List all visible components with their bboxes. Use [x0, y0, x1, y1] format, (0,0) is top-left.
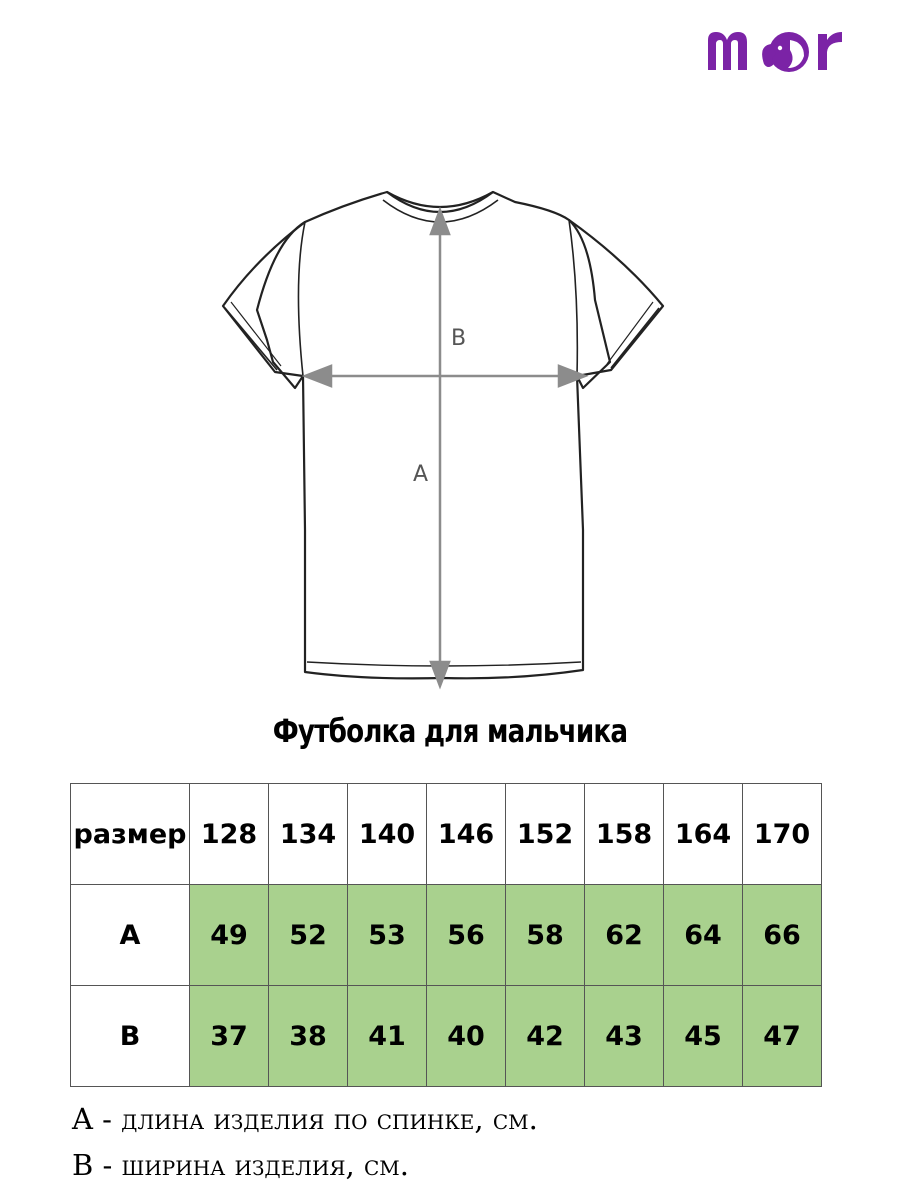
table-header-row — [71, 784, 822, 885]
size-cell: 164 — [664, 784, 743, 885]
table-cell: 52 — [269, 885, 348, 986]
table-row — [71, 986, 822, 1087]
table-cell: 49 — [190, 885, 269, 986]
size-cell: 152 — [506, 784, 585, 885]
legend-a — [72, 1102, 538, 1136]
size-cell: 134 — [269, 784, 348, 885]
row-label: A — [71, 885, 190, 986]
table-cell: 41 — [348, 986, 427, 1087]
table-cell: 47 — [743, 986, 822, 1087]
size-cell: 140 — [348, 784, 427, 885]
table-cell: 58 — [506, 885, 585, 986]
size-cell: 146 — [427, 784, 506, 885]
size-cell: 170 — [743, 784, 822, 885]
page-title: Футболка для мальчика — [272, 712, 628, 750]
table-cell: 53 — [348, 885, 427, 986]
table-row — [71, 885, 822, 986]
table-cell: 62 — [585, 885, 664, 986]
size-cell: 128 — [190, 784, 269, 885]
row-label: B — [71, 986, 190, 1087]
table-cell: 45 — [664, 986, 743, 1087]
table-header-label: размер — [71, 784, 190, 885]
table-cell: 40 — [427, 986, 506, 1087]
dimension-label-b: B — [451, 326, 467, 351]
legend-b — [72, 1148, 409, 1182]
brand-logo — [700, 12, 885, 82]
table-cell: 56 — [427, 885, 506, 986]
legend-b-text: B - ширина изделия, см. — [72, 1148, 409, 1182]
table-cell: 37 — [190, 986, 269, 1087]
table-cell: 38 — [269, 986, 348, 1087]
size-table — [70, 783, 822, 1087]
table-cell: 66 — [743, 885, 822, 986]
size-cell: 158 — [585, 784, 664, 885]
tshirt-diagram — [215, 180, 675, 700]
elephant-head-icon — [762, 32, 809, 72]
table-cell: 64 — [664, 885, 743, 986]
table-cell: 43 — [585, 986, 664, 1087]
legend-a-text: A - длина изделия по спинке, см. — [72, 1102, 538, 1136]
table-cell: 42 — [506, 986, 585, 1087]
dimension-label-a: A — [413, 462, 429, 487]
logo-mor — [700, 12, 885, 82]
